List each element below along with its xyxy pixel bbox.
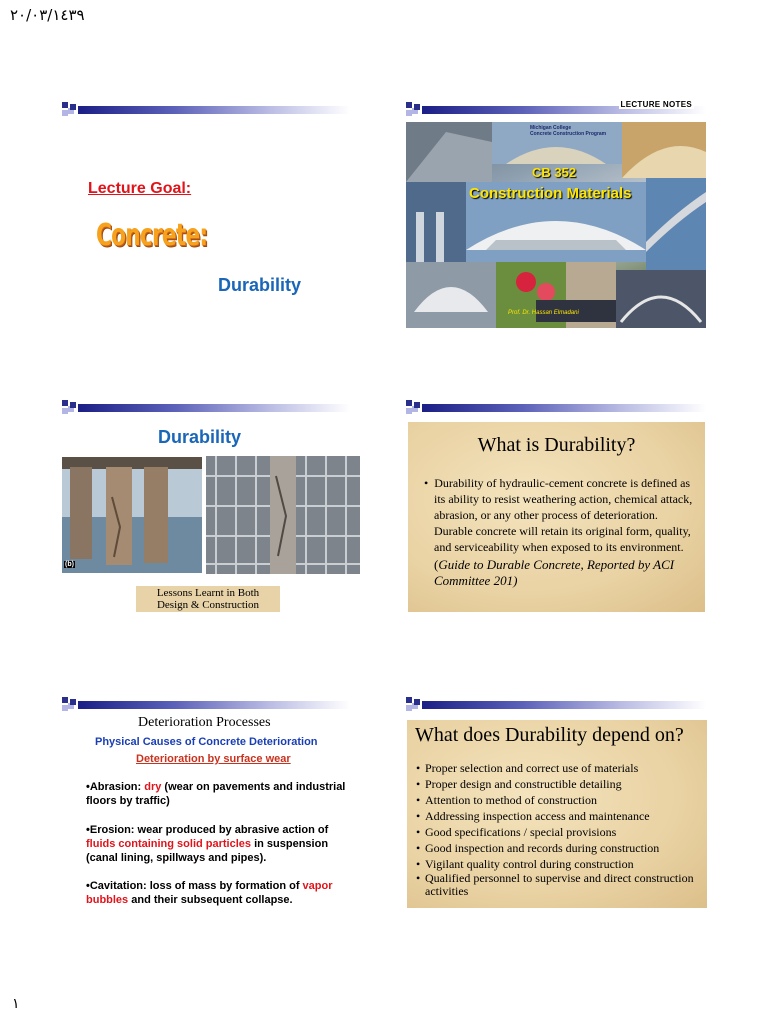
slide3-header xyxy=(62,400,350,416)
surface-wear-heading: Deterioration by surface wear xyxy=(136,753,291,765)
slide5-header xyxy=(62,697,350,713)
cover-collage-image xyxy=(406,122,706,328)
slide1-subtitle: Durability xyxy=(218,275,302,295)
pier-photo xyxy=(62,457,202,573)
lecture-goal-label: Lecture Goal: xyxy=(88,180,192,197)
professor-name: Prof. Dr. Hassan Elmadani xyxy=(508,310,579,316)
erosion-item: •Erosion: wear produced by abrasive action of fluids containing solid particles in suspension (canal lining, spillways and pipes). xyxy=(86,824,329,864)
list-item: • Good specifications / special provisions xyxy=(417,824,705,840)
lecture-notes-tag: LECTURE NOTES xyxy=(620,100,692,109)
concrete-word-art: Concrete: xyxy=(96,218,208,253)
slide5-title: Deterioration Processes xyxy=(138,715,271,730)
aci-citation: Guide to Durable Concrete, Reported by ACI Committee 201) xyxy=(434,557,675,588)
slide4-title: What is Durability? xyxy=(477,434,636,456)
college-banner: Michigan College Concrete Construction Program xyxy=(530,125,607,137)
durability-definition: • Durability of hydraulic-cement concrete is defined as its ability to resist weathering action, chemical attack, abrasion, or any other process of deterioration. Durable concrete will retain its original form, quality, and serviceability when exposed to its environment. (Guide to Durable Concrete, Reported by ACI Committee 201) xyxy=(424,476,693,588)
page-date: ٢٠/٠٣/١٤٣٩ xyxy=(10,6,85,24)
slide6-header xyxy=(406,697,706,713)
list-item: • Addressing inspection access and maintenance xyxy=(417,808,705,824)
what-is-durability-slide xyxy=(408,422,705,612)
slide3-title: Durability xyxy=(158,427,242,447)
scaffolding-icon xyxy=(206,456,360,574)
lessons-caption: Lessons Learnt in Both Design & Construction xyxy=(136,586,280,612)
cavitation-item: •Cavitation: loss of mass by formation of vapor bubbles and their subsequent collapse. xyxy=(86,880,333,906)
slide4-header xyxy=(406,400,706,416)
slide6-title: What does Durability depend on? xyxy=(415,724,684,746)
abrasion-item: •Abrasion: dry (wear on pavements and industrial floors by traffic) xyxy=(86,781,346,807)
structures-collage-icon xyxy=(406,122,706,328)
list-item: • Proper selection and correct use of materials xyxy=(417,760,705,776)
durability-factors-slide xyxy=(407,720,707,908)
course-code: CB 352 xyxy=(532,165,577,180)
slide2-header xyxy=(406,102,706,118)
page-number: ١ xyxy=(12,996,20,1012)
list-item: • Proper design and constructible detailing xyxy=(417,776,705,792)
scaffolding-photo xyxy=(206,456,360,574)
list-item: • Good inspection and records during construction xyxy=(417,840,705,856)
durability-factors-list xyxy=(417,760,705,898)
photo-label: (b) xyxy=(65,561,74,568)
slide5-subtitle: Physical Causes of Concrete Deterioration xyxy=(95,736,318,748)
list-item: • Vigilant quality control during construction xyxy=(417,856,705,872)
course-title: Construction Materials xyxy=(469,185,632,202)
slide1-header xyxy=(62,102,350,118)
list-item: • Qualified personnel to supervise and direct construction activities xyxy=(417,872,705,898)
deteriorated-pier-icon xyxy=(62,457,202,573)
list-item: • Attention to method of construction xyxy=(417,792,705,808)
